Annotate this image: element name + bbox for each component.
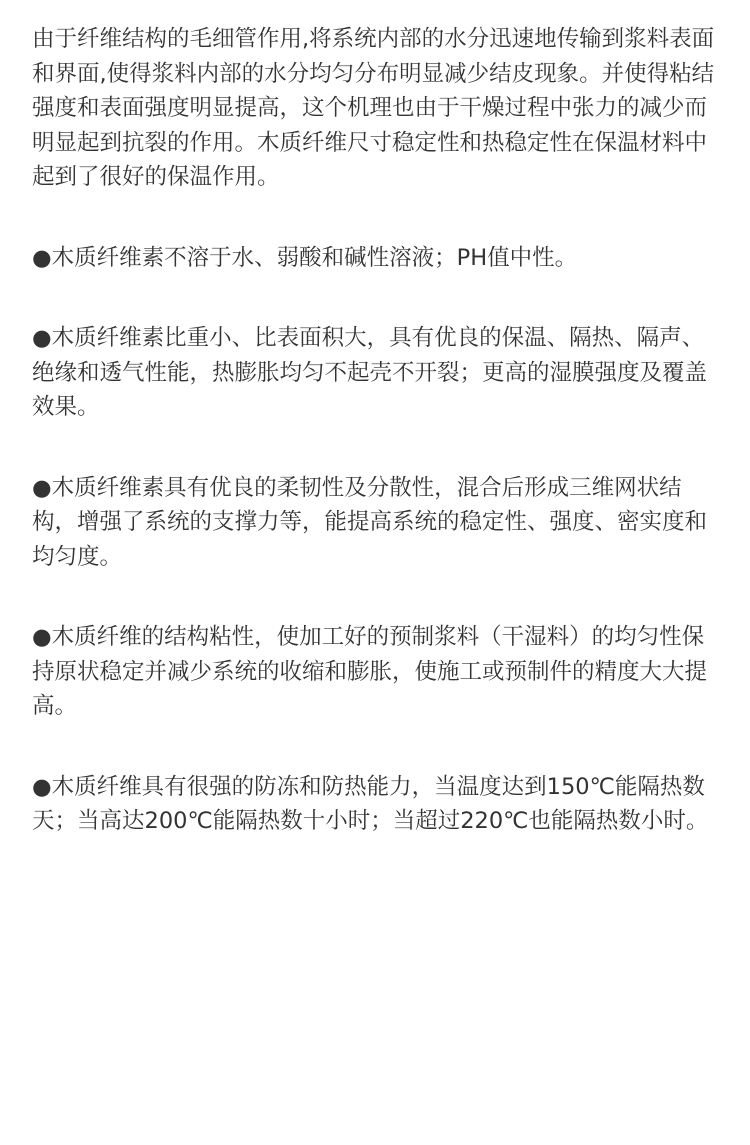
article-body <box>32 22 720 839</box>
bullet-paragraph-insulation: ●木质纤维素比重小、比表面积大，具有优良的保温、隔热、隔声、绝缘和透气性能，热膨胀均匀不起壳不开裂；更高的湿膜强度及覆盖效果。 <box>32 325 708 420</box>
paragraph-gap <box>32 574 720 620</box>
paragraph-intro: 由于纤维结构的毛细管作用,将系统内部的水分迅速地传输到浆料表面和界面,使得浆料内部的水分均匀分布明显减少结皮现象。并使得粘结强度和表面强度明显提高，这个机理也由于干燥过程中张力的减少而明显起到抗裂的作用。木质纤维尺寸稳定性和热稳定性在保温材料中起到了很好的保温作用。 <box>32 26 715 190</box>
bullet-paragraph-flexibility: ●木质纤维素具有优良的柔韧性及分散性，混合后形成三维网状结构，增强了系统的支撑力等，能提高系统的稳定性、强度、密实度和均匀度。 <box>32 474 708 570</box>
bullet-paragraph-solubility: ●木质纤维素不溶于水、弱酸和碱性溶液；PH值中性。 <box>32 244 578 271</box>
paragraph-gap <box>32 275 720 321</box>
paragraph-gap <box>32 724 720 770</box>
paragraph-gap <box>32 425 720 471</box>
bullet-paragraph-viscosity: ●木质纤维的结构粘性，使加工好的预制浆料（干湿料）的均匀性保持原状稳定并减少系统的收缩和膨胀，使施工或预制件的精度大大提高。 <box>32 624 708 719</box>
paragraph-gap <box>32 195 720 241</box>
bullet-paragraph-heat-resistance: ●木质纤维具有很强的防冻和防热能力，当温度达到150℃能隔热数天；当高达200℃能隔热数十小时；当超过220℃也能隔热数小时。 <box>32 773 709 834</box>
